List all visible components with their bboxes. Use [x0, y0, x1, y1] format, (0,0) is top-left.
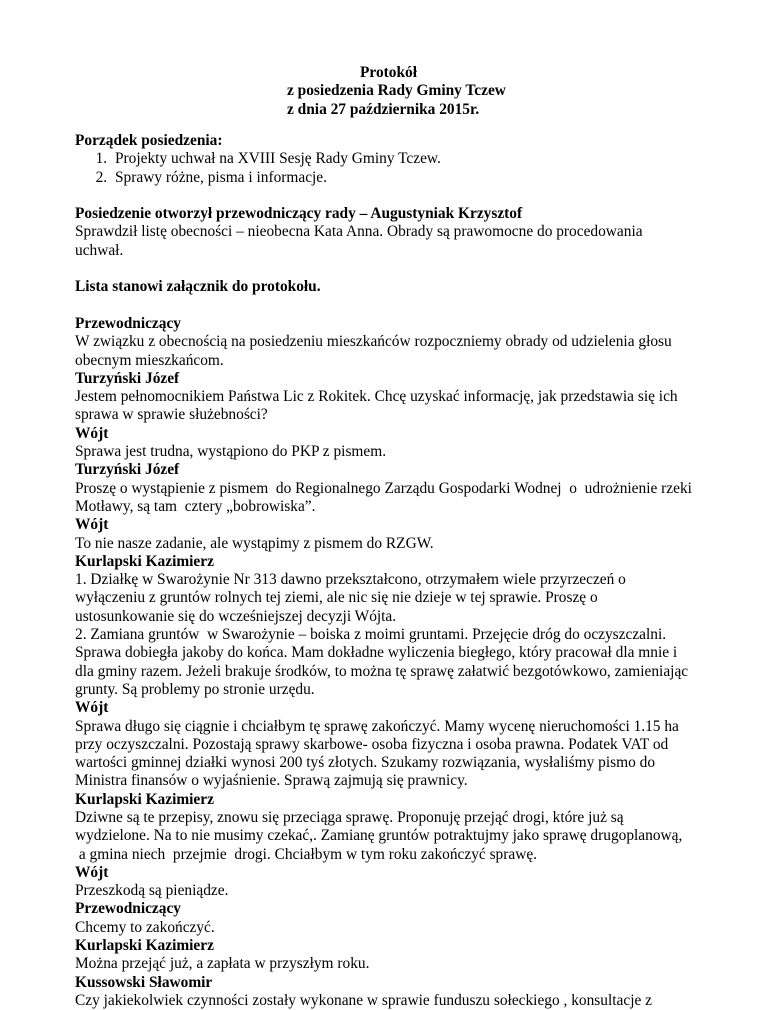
speaker-name: Wójt	[75, 863, 109, 881]
statement-line: Sprawa długo się ciągnie i chciałbym tę sprawę zakończyć. Mamy wycenę nieruchomości 1.15 ha	[75, 717, 679, 735]
document-title	[287, 64, 506, 119]
statement-line: sprawa w sprawie służebności?	[75, 406, 268, 424]
statement-line: To nie nasze zadanie, ale wystąpimy z pismem do RZGW.	[75, 534, 434, 552]
minutes-entry	[75, 937, 715, 974]
speaker-name: Kurlapski Kazimierz	[75, 937, 214, 955]
statement-line: Motławy, są tam cztery „bobrowiska”.	[75, 497, 316, 515]
statement-line: Można przejąć już, a zapłata w przyszłym roku.	[75, 955, 370, 973]
speaker-name: Wójt	[75, 424, 109, 442]
statement-line: Sprawa jest trudna, wystąpiono do PKP z pismem.	[75, 443, 387, 461]
speaker-name: Turzyński Józef	[75, 461, 180, 479]
opening-heading: Posiedzenie otworzył przewodniczący rady – Augustyniak Krzysztof	[75, 205, 523, 223]
minutes-entry	[75, 425, 715, 462]
speaker-name: Kurlapski Kazimierz	[75, 790, 214, 808]
minutes-entry	[75, 791, 715, 864]
attachment-note: Lista stanowi załącznik do protokołu.	[75, 278, 321, 296]
statement-line: 1. Działkę w Swarożynie Nr 313 dawno przekształcono, otrzymałem wiele przyrzeczeń o	[75, 571, 626, 589]
opening-line: Sprawdził listę obecności – nieobecna Kata Anna. Obrady są prawomocne do procedowania	[75, 223, 643, 241]
statement-line: Jestem pełnomocnikiem Państwa Lic z Rokitek. Chcę uzyskać informację, jak przedstawia się ich	[75, 388, 678, 406]
opening-line: uchwał.	[75, 241, 124, 259]
statement-line: W związku z obecnością na posiedzeniu mieszkańców rozpoczniemy obrady od udzielenia głosu	[75, 333, 672, 351]
statement-line: Przeszkodą są pieniądze.	[75, 882, 229, 900]
agenda-item: 2. Sprawy różne, pisma i informacje.	[111, 169, 715, 187]
minutes-entry	[75, 516, 715, 553]
agenda-heading: Porządek posiedzenia:	[75, 132, 223, 149]
statement-line: 2. Zamiana gruntów w Swarożynie – boiska z moimi gruntami. Przejęcie dróg do oczyszczalni.	[75, 626, 667, 644]
statement-line: wydzielone. Na to nie musimy czekać,. Zamianę gruntów potraktujmy jako sprawę drugoplanową,	[75, 827, 683, 845]
statement-line: Sprawa dobiegła jakoby do końca. Mam dokładne wyliczenia biegłego, który pracował dla mnie i	[75, 644, 678, 662]
speaker-name: Wójt	[75, 516, 109, 534]
statement-line: dla gminy razem. Jeżeli brakuje środków, to można tę sprawę załatwić bezgotówkowo, zamieniając	[75, 662, 689, 680]
speaker-name: Przewodniczący	[75, 314, 181, 332]
minutes-entry	[75, 461, 715, 516]
speaker-name: Turzyński Józef	[75, 369, 180, 387]
minutes-entry	[75, 553, 715, 699]
minutes-entry	[75, 974, 715, 1010]
speaker-name: Przewodniczący	[75, 900, 181, 918]
minutes-entry	[75, 370, 715, 425]
speaker-name: Kussowski Sławomir	[75, 973, 213, 991]
statement-line: grunty. Są problemy po stronie urzędu.	[75, 680, 315, 698]
statement-line: Proszę o wystąpienie z pismem do Regionalnego Zarządu Gospodarki Wodnej o udrożnienie rzeki	[75, 479, 692, 497]
minutes-entry	[75, 315, 715, 370]
title-line-2: z posiedzenia Rady Gminy Tczew	[287, 82, 506, 100]
statement-line: ustosunkowanie się do wcześniejszej decyzji Wójta.	[75, 607, 397, 625]
statement-line: wyłączeniu z gruntów rolnych tej ziemi, ale nic się nie dzieje w tej sprawie. Proszę o	[75, 589, 598, 607]
minutes-entries	[75, 315, 715, 1010]
statement-line: obecnym mieszkańcom.	[75, 351, 224, 369]
statement-line: Dziwne są te przepisy, znowu się przeciąga sprawę. Proponuję przejąć drogi, które już są	[75, 808, 624, 826]
statement-line: Czy jakiekolwiek czynności zostały wykonane w sprawie funduszu sołeckiego , konsultacje z	[75, 991, 652, 1009]
title-line-3: z dnia 27 października 2015r.	[287, 100, 480, 118]
speaker-name: Wójt	[75, 699, 109, 717]
document-body	[75, 132, 715, 1010]
statement-line: a gmina niech przejmie drogi. Chciałbym w tym roku zakończyć sprawę.	[75, 845, 537, 863]
statement-line: przy oczyszczalni. Pozostają sprawy skarbowe- osoba fizyczna i osoba prawna. Podatek VAT od	[75, 735, 669, 753]
statement-line: wartości gminnej działki wynosi 200 tyś złotych. Szukamy rozwiązania, wysłaliśmy pismo do	[75, 754, 656, 772]
minutes-entry	[75, 900, 715, 937]
statement-line: Chcemy to zakończyć.	[75, 918, 215, 936]
speaker-name: Kurlapski Kazimierz	[75, 552, 214, 570]
minutes-entry	[75, 699, 715, 790]
title-line-1: Protokół	[360, 64, 418, 81]
agenda-item: 1. Projekty uchwał na XVIII Sesję Rady Gminy Tczew.	[111, 150, 715, 168]
statement-line: Ministra finansów o wyjaśnienie. Sprawą zajmują się prawnicy.	[75, 772, 468, 790]
agenda-list	[75, 150, 715, 187]
minutes-entry	[75, 864, 715, 901]
